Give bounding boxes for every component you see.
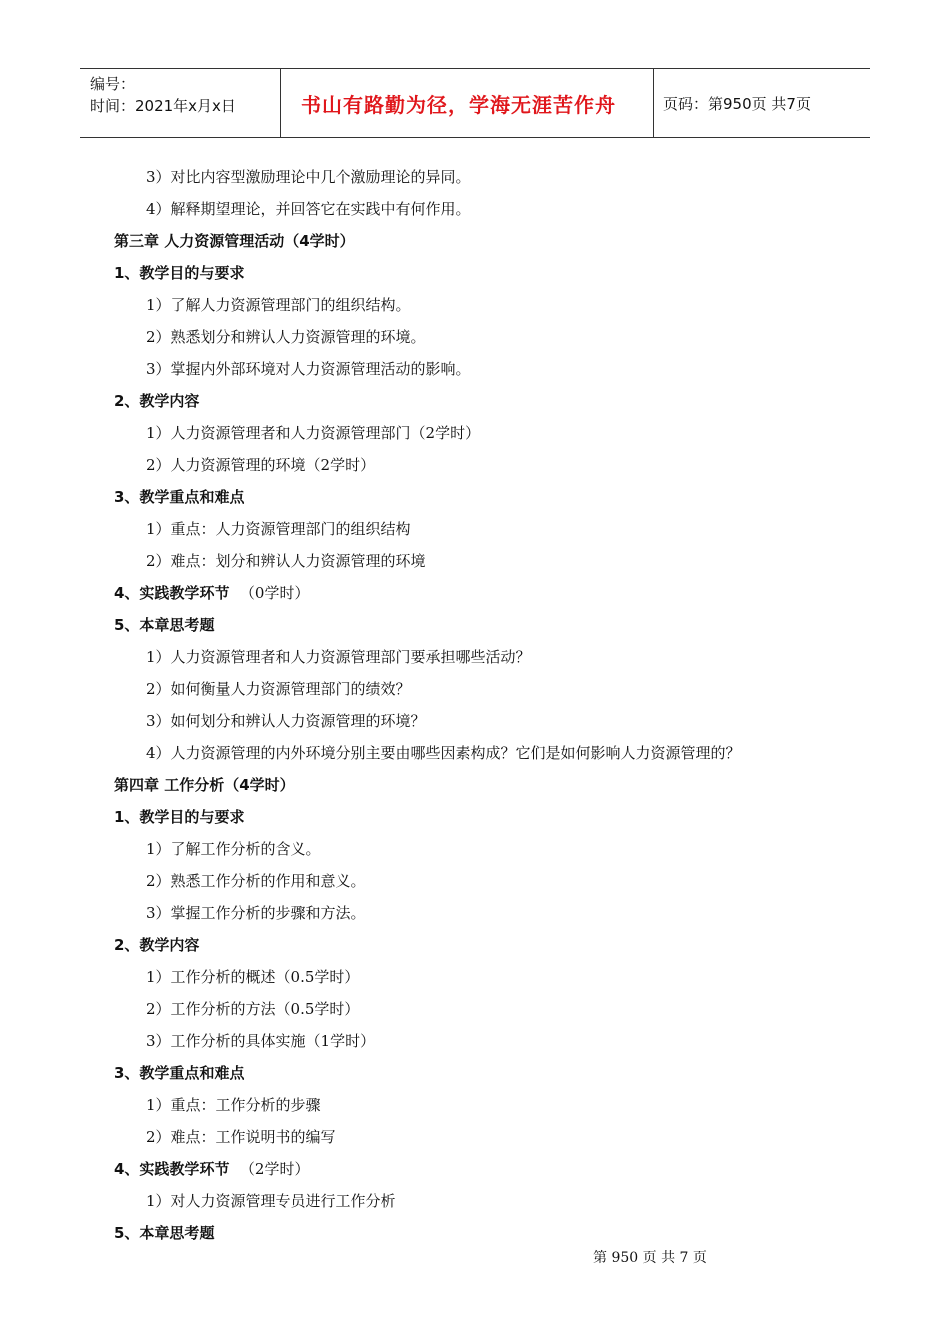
hours-note: （0学时） xyxy=(239,584,310,602)
section-heading-text: 4、实践教学环节 xyxy=(114,584,230,602)
list-item: 2）人力资源管理的环境（2学时） xyxy=(146,456,376,474)
list-item: 4）人力资源管理的内外环境分别主要由哪些因素构成？它们是如何影响人力资源管理的？ xyxy=(146,744,741,762)
section-heading: 1、教学目的与要求 xyxy=(114,264,245,282)
header-page-cell xyxy=(654,69,870,137)
list-item: 1）工作分析的概述（0.5学时） xyxy=(146,968,360,986)
list-item: 2）熟悉工作分析的作用和意义。 xyxy=(146,872,366,890)
section-heading: 3、教学重点和难点 xyxy=(114,1064,245,1082)
list-item: 2）难点：划分和辨认人力资源管理的环境 xyxy=(146,552,426,570)
header-motto-cell xyxy=(281,69,654,137)
list-item: 3）工作分析的具体实施（1学时） xyxy=(146,1032,376,1050)
chapter-title: 第四章 工作分析（4学时） xyxy=(114,776,295,794)
section-heading xyxy=(114,1159,309,1179)
section-heading: 2、教学内容 xyxy=(114,392,200,410)
number-label: 编号： xyxy=(90,75,136,93)
list-item: 3）掌握内外部环境对人力资源管理活动的影响。 xyxy=(146,360,471,378)
list-item: 3）对比内容型激励理论中几个激励理论的异同。 xyxy=(146,168,471,186)
list-item: 2）如何衡量人力资源管理部门的绩效？ xyxy=(146,680,411,698)
page-footer: 第 950 页 共 7 页 xyxy=(593,1250,707,1266)
list-item: 1）人力资源管理者和人力资源管理部门要承担哪些活动？ xyxy=(146,648,531,666)
section-heading-text: 4、实践教学环节 xyxy=(114,1160,230,1178)
list-item: 1）了解人力资源管理部门的组织结构。 xyxy=(146,296,411,314)
list-item: 1）了解工作分析的含义。 xyxy=(146,840,321,858)
list-item: 1）对人力资源管理专员进行工作分析 xyxy=(146,1192,396,1210)
chapter-title: 第三章 人力资源管理活动（4学时） xyxy=(114,232,355,250)
header-meta xyxy=(80,69,281,137)
hours-note: （2学时） xyxy=(239,1160,310,1178)
list-item: 4）解释期望理论，并回答它在实践中有何作用。 xyxy=(146,200,471,218)
list-item: 3）掌握工作分析的步骤和方法。 xyxy=(146,904,366,922)
section-heading xyxy=(114,583,309,603)
list-item: 2）工作分析的方法（0.5学时） xyxy=(146,1000,360,1018)
list-item: 1）重点：人力资源管理部门的组织结构 xyxy=(146,520,411,538)
list-item: 3）如何划分和辨认人力资源管理的环境？ xyxy=(146,712,426,730)
time-label: 时间：2021年x月x日 xyxy=(90,97,236,115)
list-item: 2）难点：工作说明书的编写 xyxy=(146,1128,336,1146)
page-header xyxy=(80,68,870,138)
section-heading: 5、本章思考题 xyxy=(114,616,215,634)
section-heading: 3、教学重点和难点 xyxy=(114,488,245,506)
list-item: 1）重点：工作分析的步骤 xyxy=(146,1096,321,1114)
section-heading: 2、教学内容 xyxy=(114,936,200,954)
section-heading: 5、本章思考题 xyxy=(114,1224,215,1242)
list-item: 1）人力资源管理者和人力资源管理部门（2学时） xyxy=(146,424,481,442)
list-item: 2）熟悉划分和辨认人力资源管理的环境。 xyxy=(146,328,426,346)
section-heading: 1、教学目的与要求 xyxy=(114,808,245,826)
motto: 书山有路勤为径，学海无涯苦作舟 xyxy=(301,92,616,117)
page-label: 页码：第950页 共7页 xyxy=(663,94,811,113)
